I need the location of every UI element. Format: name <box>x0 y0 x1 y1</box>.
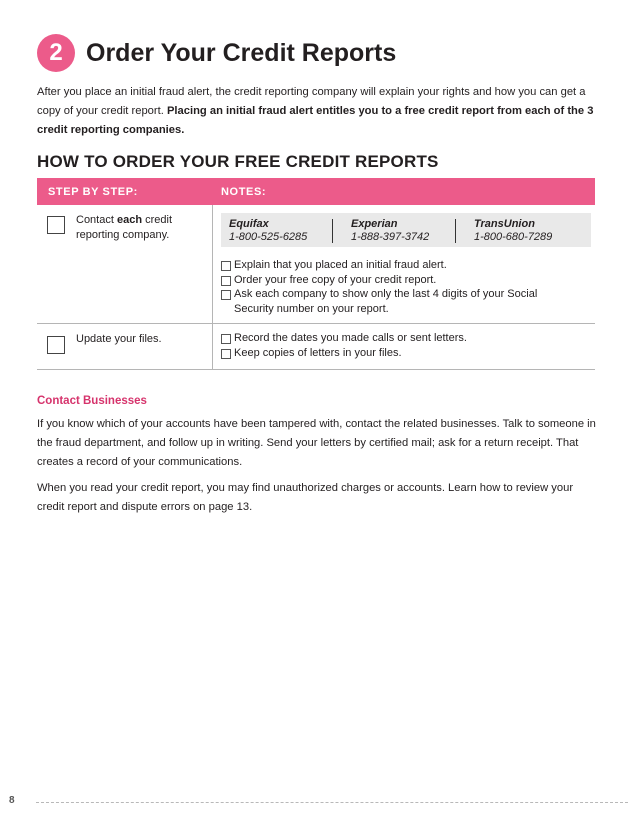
step-number-badge: 2 <box>37 34 75 72</box>
step-text-part: Contact <box>76 214 117 226</box>
list-item <box>221 287 561 316</box>
contact-businesses-heading: Contact Businesses <box>37 395 147 407</box>
note-checkbox[interactable] <box>221 334 231 344</box>
note-text: Keep copies of letters in your files. <box>234 346 402 359</box>
contact-phone: 1-800-525-6285 <box>229 231 308 243</box>
step-text <box>76 213 196 243</box>
column-divider <box>212 205 213 323</box>
page-title: Order Your Credit Reports <box>86 38 397 67</box>
step-checkbox[interactable] <box>47 216 65 234</box>
contact-divider <box>455 219 456 243</box>
note-text: Explain that you placed an initial fraud alert. <box>234 259 447 271</box>
note-checkbox[interactable] <box>221 261 231 271</box>
contact-divider <box>332 219 333 243</box>
table-header <box>37 178 595 205</box>
column-header-notes: NOTES: <box>221 185 267 198</box>
contact-name: Experian <box>351 218 398 230</box>
contact-name: TransUnion <box>474 218 535 230</box>
column-divider <box>212 324 213 369</box>
body-paragraph: When you read your credit report, you may find unauthorized charges or accounts. Learn how to review your credit report and dispute errors on page 13. <box>37 482 574 513</box>
intro-text: After you place an initial fraud alert, the credit reporting company will explain your rights and how you can get a copy of your credit report. <box>37 86 586 117</box>
step-text-emphasis: each <box>116 214 143 226</box>
intro-bold-text: Placing an initial fraud alert entitles you to a free credit report from each of the 3 credit reporting companies. <box>37 105 594 136</box>
note-checkbox[interactable] <box>221 290 231 300</box>
intro-paragraph <box>37 83 602 140</box>
column-header-step: STEP BY STEP: <box>48 185 138 198</box>
section-heading: HOW TO ORDER YOUR FREE CREDIT REPORTS <box>37 152 439 171</box>
list-item <box>221 258 561 273</box>
note-checkbox[interactable] <box>221 276 231 286</box>
list-item <box>221 273 561 288</box>
note-text: Order your free copy of your credit report. <box>234 273 437 286</box>
contact-name: Equifax <box>229 218 269 230</box>
footer-divider <box>36 802 628 803</box>
contact-transunion <box>474 218 552 244</box>
page-header <box>37 34 396 72</box>
notes-list <box>221 331 581 360</box>
contact-info-box <box>221 213 591 247</box>
step-text: Update your files. <box>76 333 162 345</box>
step-checkbox[interactable] <box>47 336 65 354</box>
step-text-part: credit reporting company. <box>76 214 173 241</box>
page-number: 8 <box>9 795 15 806</box>
note-text: Ask each company to show only the last 4 digits of your Social Security number on your report. <box>234 288 538 315</box>
contact-phone: 1-800-680-7289 <box>474 231 553 243</box>
contact-equifax <box>229 218 307 244</box>
body-paragraph: If you know which of your accounts have been tampered with, contact the related businesses. Talk to someone in the fraud department, and follow up in writing. Send your letters by certified mail; ask for a return receipt. That creates a record of your communications. <box>37 418 596 468</box>
note-checkbox[interactable] <box>221 349 231 359</box>
table-row <box>37 205 595 324</box>
contact-phone: 1-888-397-3742 <box>351 231 430 243</box>
list-item <box>221 331 581 346</box>
note-text: Record the dates you made calls or sent letters. <box>234 332 467 344</box>
table-row <box>37 324 595 370</box>
list-item <box>221 346 581 361</box>
notes-list <box>221 258 561 316</box>
contact-experian <box>351 218 429 244</box>
steps-table <box>37 178 595 370</box>
